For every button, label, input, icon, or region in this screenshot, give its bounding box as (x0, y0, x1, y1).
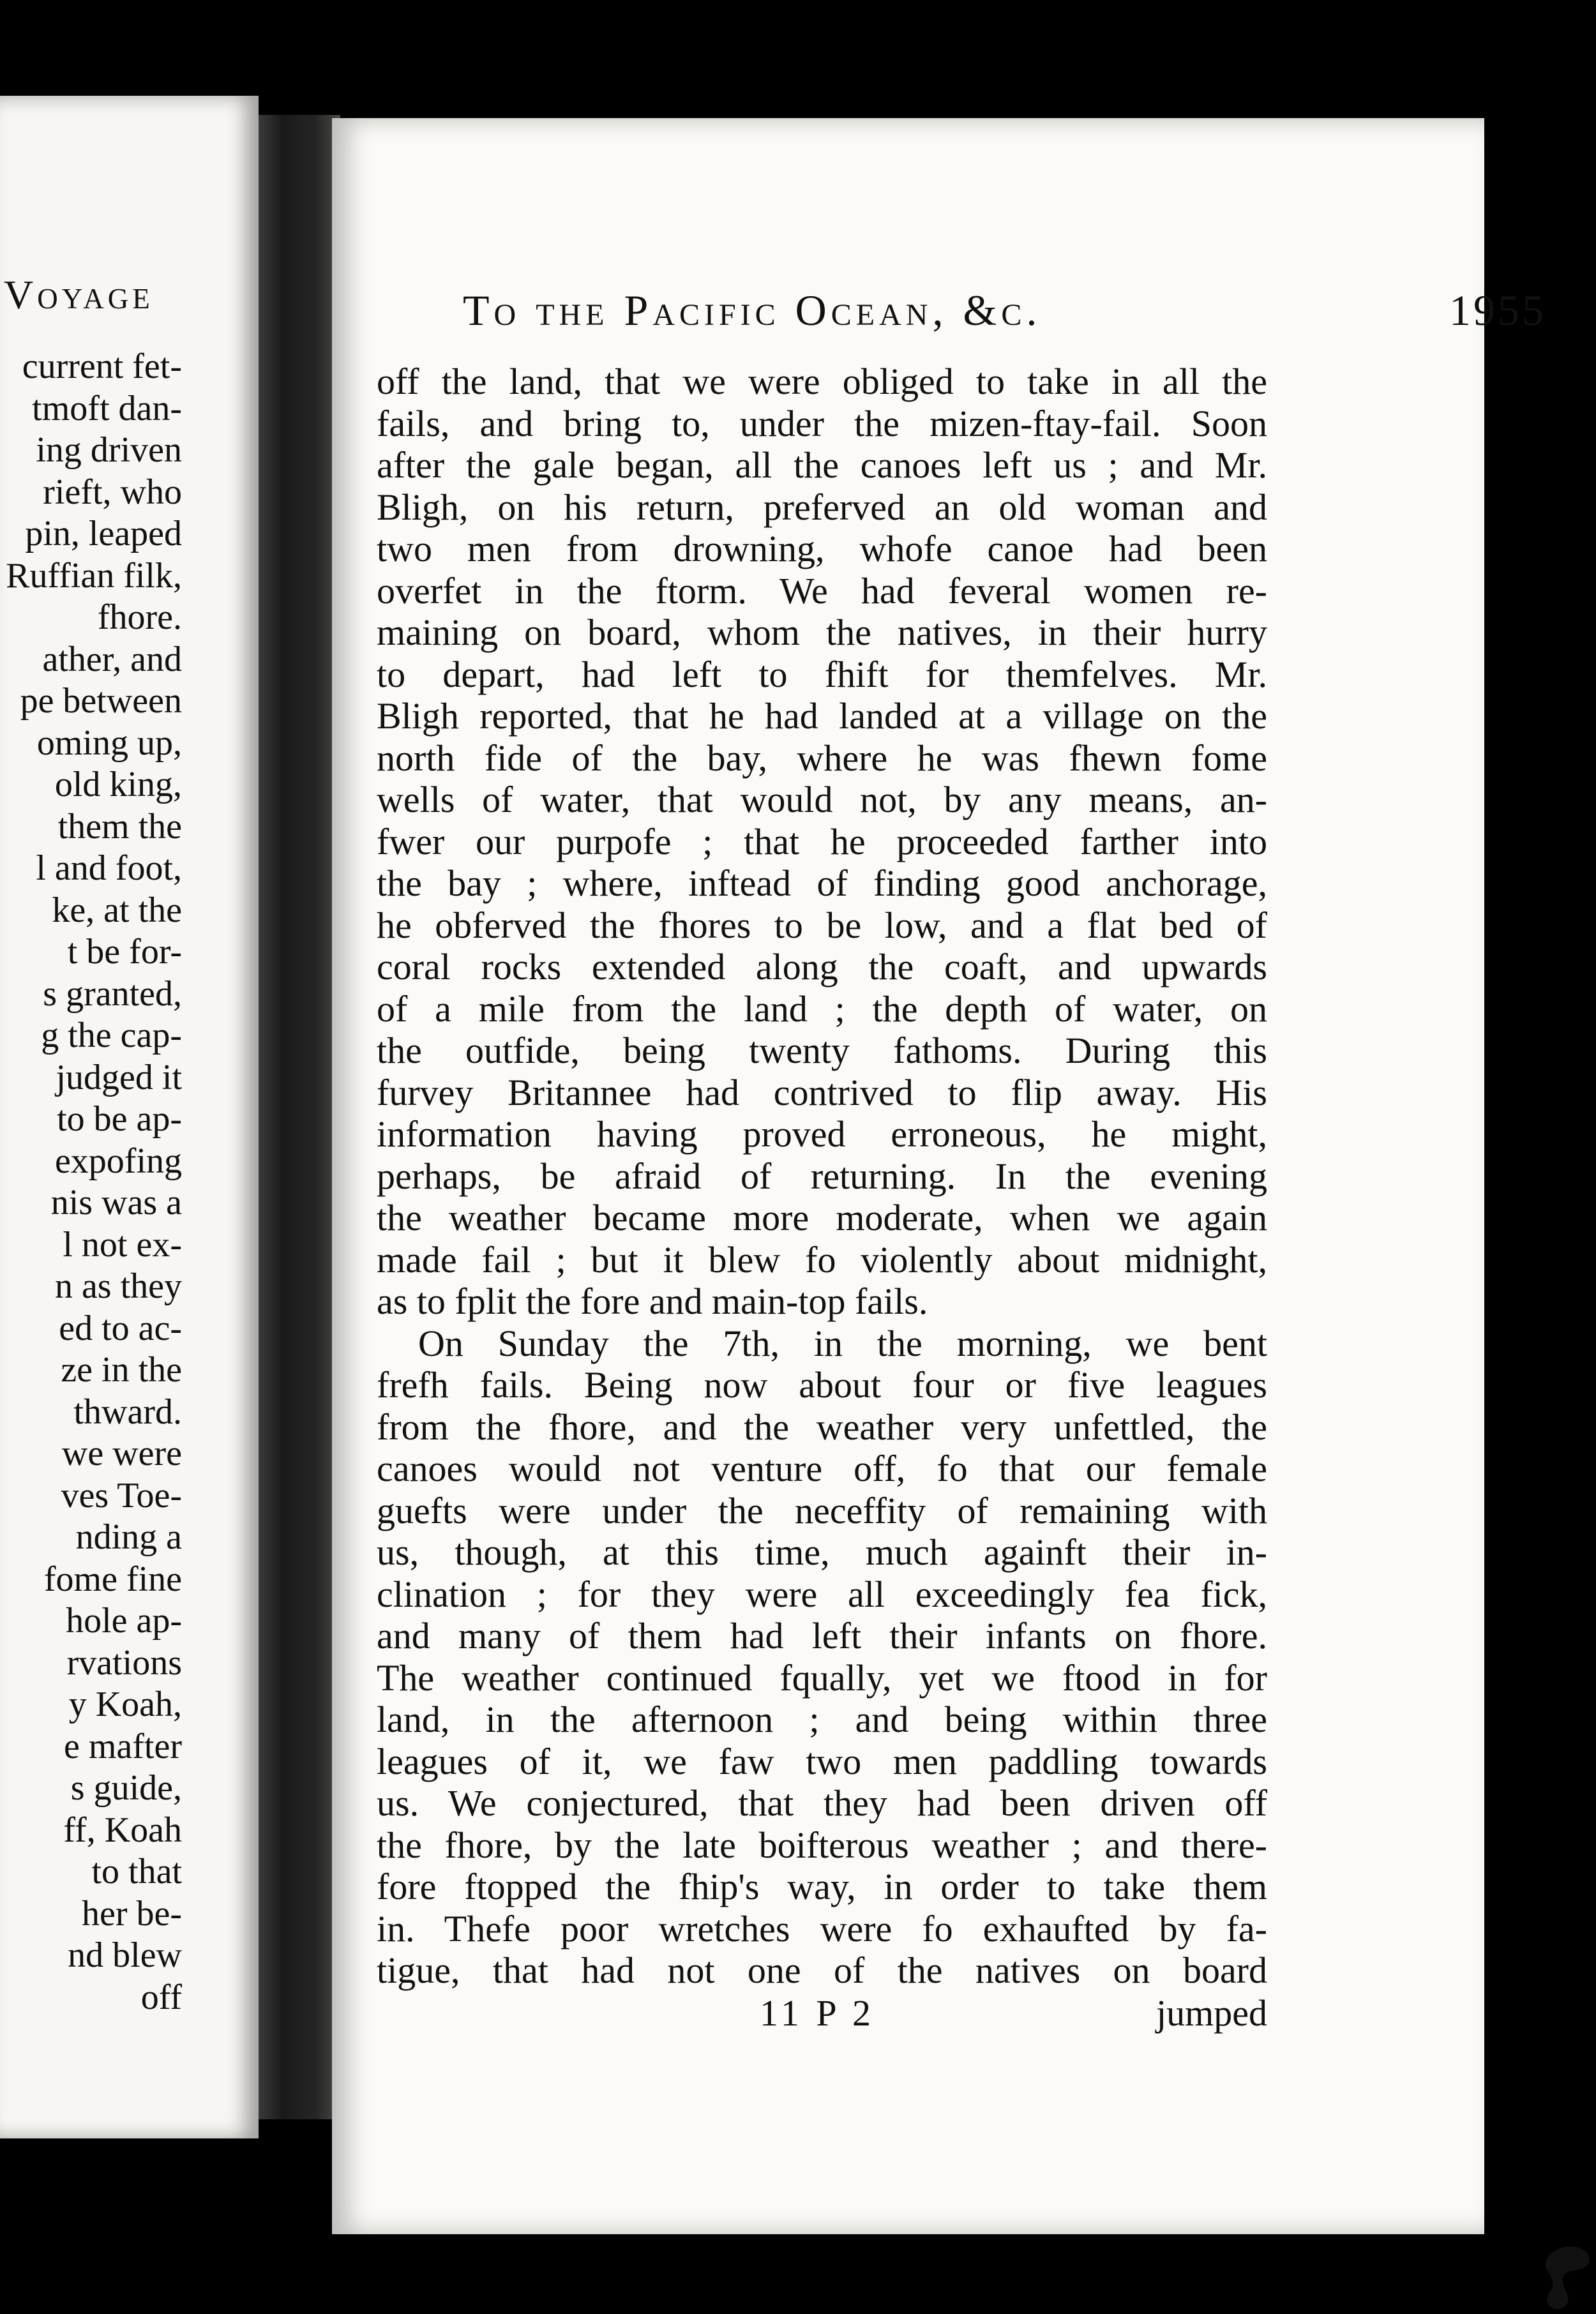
previous-page-line: we were (61, 1434, 182, 1473)
previous-page-line: expofing (54, 1141, 182, 1181)
text-line: furvey Britannee had contrived to flip away. His (377, 1071, 1267, 1113)
text-line: from the fhore, and the weather very unfettled, the (377, 1406, 1267, 1448)
previous-page-line: them the (57, 806, 182, 846)
text-line: The weather continued fqually, yet we ftood in for (377, 1657, 1267, 1699)
text-line: wells of water, that would not, by any means, an- (377, 779, 1267, 820)
running-title: To the Pacific Ocean, &c. (463, 286, 1042, 334)
previous-page-line: ze in the (61, 1350, 182, 1390)
ink-blot (1539, 2244, 1596, 2314)
previous-page-line: thward. (73, 1392, 182, 1432)
text-line: On Sunday the 7th, in the morning, we bent (418, 1322, 1267, 1364)
previous-page-line: pe between (20, 681, 182, 721)
text-line: the outfide, being twenty fathoms. During this (377, 1030, 1267, 1071)
text-line: frefh fails. Being now about four or five leagues (377, 1364, 1267, 1406)
previous-page-line: old king, (54, 765, 182, 804)
previous-page-line: s guide, (70, 1768, 182, 1808)
text-line: Bligh reported, that he had landed at a village on the (377, 695, 1267, 737)
text-line: us. We conjectured, that they had been driven off (377, 1782, 1267, 1824)
text-line: Bligh, on his return, preferved an old woman and (377, 486, 1267, 528)
previous-page-line: ing driven (36, 430, 182, 470)
previous-page-line: n as they (54, 1266, 182, 1306)
previous-page-fragment (0, 96, 259, 2138)
previous-page-line: tmoft dan- (32, 388, 182, 428)
body-text (377, 361, 1267, 1992)
text-line: canoes would not venture off, fo that our female (377, 1448, 1267, 1489)
previous-page-running-title: Voyage (4, 272, 154, 317)
previous-page-line: ather, and (42, 639, 182, 679)
previous-page-line: fhore. (97, 597, 182, 637)
text-line: the bay ; where, inftead of finding good anchorage, (377, 862, 1267, 904)
text-line: of a mile from the land ; the depth of water, on (377, 988, 1267, 1030)
previous-page-line: nd blew (68, 1935, 182, 1975)
text-line: maining on board, whom the natives, in their hurry (377, 612, 1267, 653)
previous-page-line: hole ap- (66, 1601, 182, 1641)
text-line: leagues of it, we faw two men paddling towards (377, 1740, 1267, 1782)
previous-page-line: nis was a (50, 1183, 182, 1222)
previous-page-line: g the cap- (41, 1016, 182, 1055)
text-line: guefts were under the neceffity of remaining with (377, 1489, 1267, 1531)
previous-page-line: oming up, (36, 723, 182, 763)
text-line: clination ; for they were all exceedingly fea fick, (377, 1573, 1267, 1615)
text-line: two men from drowning, whofe canoe had been (377, 528, 1267, 569)
catchword: jumped (1156, 1992, 1267, 2034)
previous-page-line: s granted, (43, 973, 182, 1014)
text-line: north fide of the bay, where he was fhewn fome (377, 737, 1267, 779)
previous-page-line: e mafter (64, 1726, 182, 1766)
text-line: information having proved erroneous, he might, (377, 1113, 1267, 1155)
text-line: in. Thefe poor wretches were fo exhaufted by fa- (377, 1907, 1267, 1950)
text-line: overfet in the ftorm. We had feveral women re- (377, 569, 1267, 612)
text-line: after the gale began, all the canoes left us ; and Mr. (377, 444, 1267, 486)
text-line: and many of them had left their infants on fhore. (377, 1615, 1267, 1657)
text-line: fwer our purpofe ; that he proceeded farther into (377, 820, 1267, 862)
text-line: off the land, that we were obliged to take in all the (377, 361, 1267, 402)
text-line: the fhore, by the late boifterous weather ; and there- (377, 1824, 1267, 1866)
previous-page-line: off (140, 1977, 182, 2017)
previous-page-line: ff, Koah (63, 1810, 182, 1850)
text-line: us, though, at this time, much againft their in- (377, 1531, 1267, 1573)
previous-page-line: current fet- (22, 347, 182, 386)
text-line: as to fplit the fore and main-top fails. (377, 1281, 928, 1322)
text-line: coral rocks extended along the coaft, and upwards (377, 946, 1267, 988)
previous-page-line: ed to ac- (59, 1308, 182, 1348)
text-line: land, in the afternoon ; and being within three (377, 1699, 1267, 1740)
previous-page-line: Ruffian filk, (6, 555, 182, 596)
previous-page-text (6, 346, 182, 2018)
text-line: made fail ; but it blew fo violently about midnight, (377, 1238, 1267, 1281)
previous-page-line: ves Toe- (61, 1475, 182, 1515)
text-line: fore ftopped the fhip's way, in order to take them (377, 1866, 1267, 1907)
text-line: perhaps, be afraid of returning. In the evening (377, 1155, 1267, 1197)
previous-page-line: l and foot, (36, 848, 182, 888)
previous-page-line: y Koah, (68, 1685, 182, 1724)
previous-page-line: pin, leaped (25, 514, 182, 553)
text-line: to depart, had left to fhift for themfelves. Mr. (377, 653, 1267, 695)
text-line: tigue, that had not one of the natives on board (377, 1950, 1267, 1991)
text-line: he obferved the fhores to be low, and a flat bed of (377, 904, 1267, 946)
previous-page-line: t be for- (67, 932, 182, 972)
previous-page-line: her be- (81, 1893, 182, 1934)
page-number: 1955 (1449, 286, 1546, 334)
previous-page-line: judged it (56, 1057, 182, 1097)
previous-page-line: ke, at the (52, 890, 182, 930)
previous-page-line: fome fine (43, 1559, 182, 1599)
previous-page-line: l not ex- (63, 1224, 182, 1265)
previous-page-line: to that (91, 1852, 182, 1891)
previous-page-line: nding a (75, 1517, 182, 1557)
signature-mark: 11 P 2 (760, 1992, 875, 2034)
book-gutter (259, 115, 340, 2119)
text-line: the weather became more moderate, when we again (377, 1197, 1267, 1238)
text-line: fails, and bring to, under the mizen-ftay-fail. Soon (377, 402, 1267, 444)
page-footer (377, 1992, 1267, 2043)
previous-page-line: rvations (66, 1642, 182, 1683)
previous-page-line: rieft, who (43, 472, 182, 512)
previous-page-line: to be ap- (57, 1099, 182, 1139)
